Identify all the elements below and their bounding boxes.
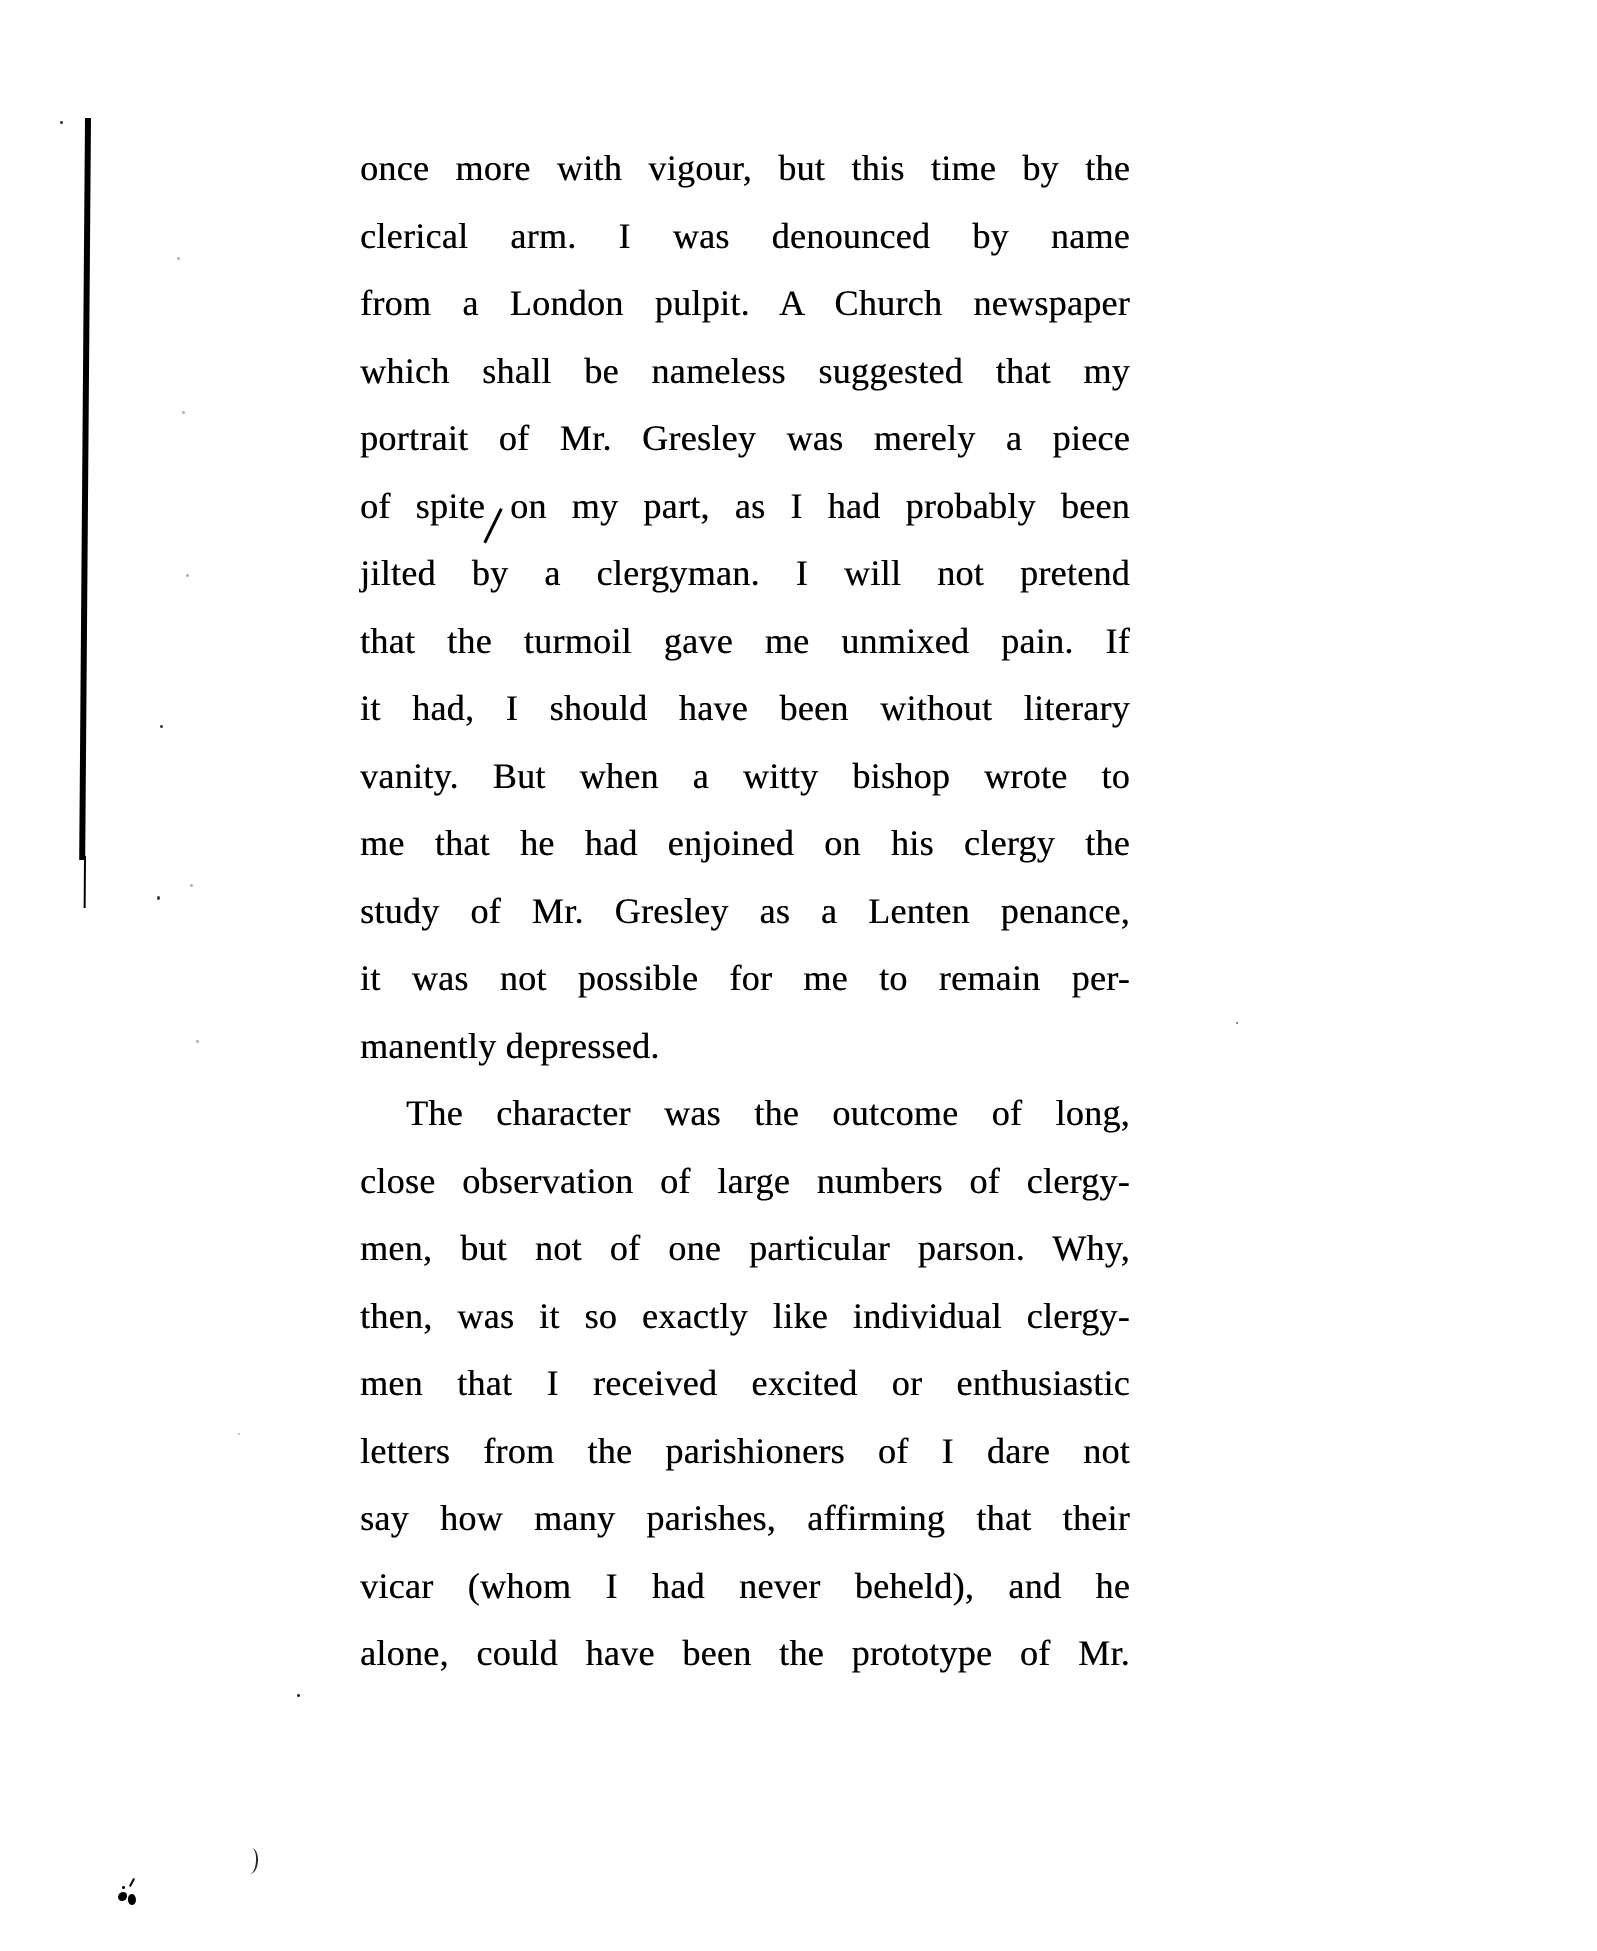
- ink-speck: [60, 121, 63, 124]
- text-line: of spite on my part, as I had probably been: [360, 485, 1130, 526]
- page-gutter-line: [79, 118, 91, 860]
- text-line: say how many parishes, affirming that their: [360, 1498, 1130, 1538]
- text-line: vicar (whom I had never beheld), and he: [360, 1565, 1130, 1606]
- text-line: that the turmoil gave me unmixed pain. If: [360, 620, 1130, 661]
- text-line: me that he had enjoined on his clergy the: [360, 823, 1130, 863]
- text-line: study of Mr. Gresley as a Lenten penance,: [360, 890, 1130, 931]
- ink-speck: [1236, 1022, 1238, 1024]
- text-line: men that I received excited or enthusiastic: [360, 1363, 1130, 1403]
- text-line: men, but not of one particular parson. Why,: [360, 1228, 1130, 1268]
- ink-speck: [182, 411, 185, 414]
- text-line: clerical arm. I was denounced by name: [360, 215, 1130, 256]
- text-line: once more with vigour, but this time by the: [360, 148, 1130, 188]
- ink-speck: [238, 1433, 240, 1435]
- text-line: it had, I should have been without literary: [360, 688, 1130, 728]
- ink-speck: [160, 725, 163, 728]
- ink-blob: [118, 1884, 144, 1908]
- page-text-block: [360, 135, 1130, 1688]
- ink-speck: [186, 574, 189, 577]
- text-line: then, was it so exactly like individual clergy-: [360, 1295, 1130, 1336]
- text-line: manently depressed.: [360, 1025, 660, 1066]
- text-line: portrait of Mr. Gresley was merely a piece: [360, 418, 1130, 458]
- ink-mark-curve: [245, 1848, 259, 1875]
- text-line: jilted by a clergyman. I will not pretend: [360, 553, 1130, 593]
- text-line: letters from the parishioners of I dare not: [360, 1430, 1130, 1471]
- text-line: from a London pulpit. A Church newspaper: [360, 283, 1130, 323]
- ink-speck: [177, 257, 180, 260]
- text-line: The character was the outcome of long,: [406, 1093, 1130, 1133]
- text-line: which shall be nameless suggested that my: [360, 350, 1130, 391]
- ink-speck: [157, 896, 160, 900]
- paragraph: [360, 1080, 1130, 1688]
- ink-speck: [190, 884, 193, 887]
- page-gutter-line-tail: [84, 856, 86, 908]
- text-line: it was not possible for me to remain per-: [360, 958, 1130, 998]
- ink-speck: [297, 1694, 300, 1697]
- text-line: alone, could have been the prototype of Mr.: [360, 1633, 1130, 1673]
- text-line: close observation of large numbers of clergy-: [360, 1160, 1130, 1201]
- ink-speck: [196, 1040, 199, 1043]
- text-line: vanity. But when a witty bishop wrote to: [360, 755, 1130, 796]
- paragraph: [360, 135, 1130, 1080]
